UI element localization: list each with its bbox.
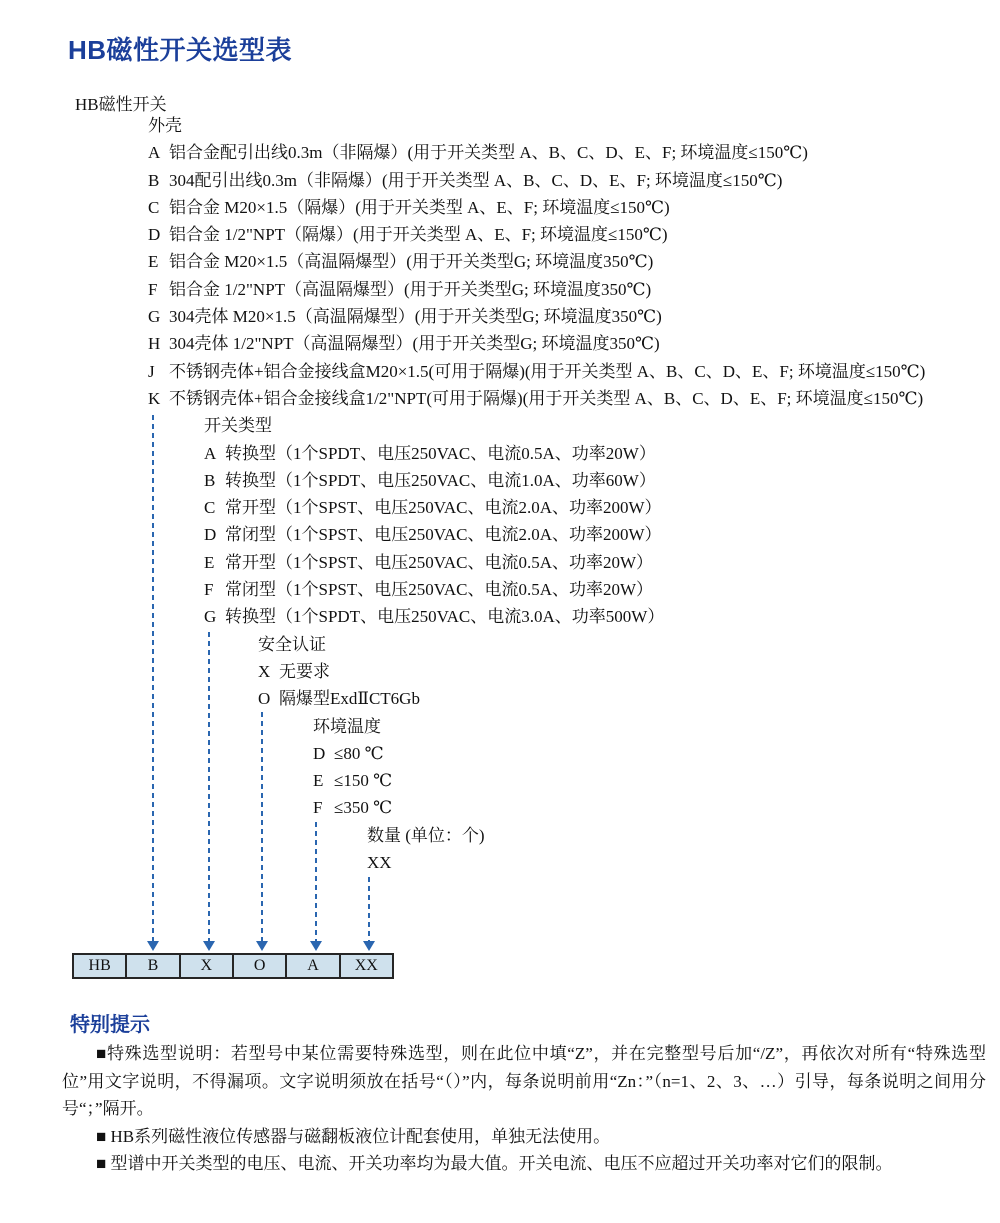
- option-code: A: [148, 143, 161, 163]
- option-text: 铝合金 1/2"NPT（隔爆）(用于开关类型 A、E、F; 环境温度≤150℃): [169, 225, 668, 245]
- notes-section: [62, 1040, 986, 1178]
- option-row: [0, 303, 1000, 330]
- option-row: [0, 658, 1000, 685]
- option-text: 转换型（1个SPDT、电压250VAC、电流3.0A、功率500W）: [225, 607, 665, 627]
- option-row: [0, 276, 1000, 303]
- option-text: 常闭型（1个SPST、电压250VAC、电流2.0A、功率200W）: [225, 525, 662, 545]
- note-item: ■特殊选型说明：若型号中某位需要特殊选型，则在此位中填“Z”，并在完整型号后加“/Z”，再依次对所有“特殊选型位”用文字说明，不得漏项。文字说明须放在括号“（）”内，每条说明前用“Zn：”（n=1、2、3、…）引导，每条说明之间用分号“；”隔开。: [62, 1044, 986, 1118]
- option-code: C: [204, 498, 216, 518]
- option-row: [0, 794, 1000, 821]
- option-text: 隔爆型ExdⅡCT6Gb: [279, 689, 420, 709]
- option-text: 铝合金配引出线0.3m（非隔爆）(用于开关类型 A、B、C、D、E、F; 环境温度≤150℃): [169, 143, 808, 163]
- arrow-down-icon: [310, 941, 322, 951]
- arrow-down-icon: [256, 941, 268, 951]
- option-code: E: [313, 771, 324, 791]
- option-text: ≤350 ℃: [334, 798, 393, 818]
- group-heading-ambient-temp: 环境温度: [313, 716, 381, 736]
- option-code: K: [148, 388, 161, 408]
- note-item: ■ 型谱中开关类型的电压、电流、开关功率均为最大值。开关电流、电压不应超过开关功率对它们的限制。: [96, 1154, 893, 1173]
- option-code: E: [204, 552, 215, 572]
- option-code: F: [313, 798, 323, 818]
- option-text: 无要求: [279, 661, 330, 681]
- model-cell-ambient-temp: A: [285, 955, 338, 977]
- option-text: 304壳体 1/2"NPT（高温隔爆型）(用于开关类型G; 环境温度350℃): [169, 334, 660, 354]
- option-code: X: [258, 661, 271, 681]
- option-row: [0, 767, 1000, 794]
- connector-line-ambient-temp: [315, 822, 317, 941]
- option-row: [0, 221, 1000, 248]
- page-title: HB磁性开关选型表: [68, 35, 293, 65]
- connector-line-certification: [261, 712, 263, 941]
- model-code-table: [72, 953, 394, 979]
- option-row: [0, 685, 1000, 712]
- option-row: [0, 494, 1000, 521]
- option-code: B: [148, 170, 160, 190]
- option-code: A: [204, 443, 217, 463]
- connector-line-switch-type: [208, 632, 210, 941]
- option-row: [0, 740, 1000, 767]
- option-code: E: [148, 252, 159, 272]
- option-code: F: [204, 580, 214, 600]
- arrow-down-icon: [203, 941, 215, 951]
- option-code: D: [204, 525, 217, 545]
- model-cell-prefix: HB: [88, 957, 111, 974]
- option-row: [0, 576, 1000, 603]
- option-text: 转换型（1个SPDT、电压250VAC、电流0.5A、功率20W）: [225, 443, 656, 463]
- option-code: G: [204, 607, 217, 627]
- model-root-label: HB磁性开关: [75, 95, 167, 114]
- option-text: 常开型（1个SPST、电压250VAC、电流2.0A、功率200W）: [225, 498, 662, 518]
- connector-line-shell: [152, 415, 154, 941]
- notes-heading: 特别提示: [70, 1014, 150, 1036]
- option-text: 铝合金 1/2"NPT（高温隔爆型）(用于开关类型G; 环境温度350℃): [169, 279, 652, 299]
- option-text: 铝合金 M20×1.5（隔爆）(用于开关类型 A、E、F; 环境温度≤150℃): [169, 197, 670, 217]
- note-item: ■ HB系列磁性液位传感器与磁翻板液位计配套使用，单独无法使用。: [96, 1126, 611, 1146]
- option-text: 铝合金 M20×1.5（高温隔爆型）(用于开关类型G; 环境温度350℃): [169, 252, 654, 272]
- option-text: 常开型（1个SPST、电压250VAC、电流0.5A、功率20W）: [225, 552, 654, 572]
- option-row: [0, 330, 1000, 357]
- option-row: [0, 194, 1000, 221]
- option-text: 转换型（1个SPDT、电压250VAC、电流1.0A、功率60W）: [225, 470, 656, 490]
- option-code: O: [258, 689, 271, 709]
- group-heading-quantity: 数量 (单位：个): [367, 825, 485, 845]
- option-text: ≤150 ℃: [334, 771, 393, 791]
- option-code: C: [148, 197, 160, 217]
- group-heading-certification: 安全认证: [258, 634, 326, 654]
- option-code: H: [148, 334, 161, 354]
- option-row: [0, 385, 1000, 412]
- model-cell-switch-type: X: [179, 955, 232, 977]
- option-code: F: [148, 279, 158, 299]
- option-code: B: [204, 470, 216, 490]
- model-cell-shell: B: [125, 955, 178, 977]
- model-cell-certification: O: [232, 955, 285, 977]
- selection-tree: [0, 112, 1000, 876]
- option-row: [0, 603, 1000, 630]
- option-text: 常闭型（1个SPST、电压250VAC、电流0.5A、功率20W）: [225, 580, 654, 600]
- option-text: 不锈钢壳体+铝合金接线盒1/2"NPT(可用于隔爆)(用于开关类型 A、B、C、D、E、F; 环境温度≤150℃): [169, 388, 924, 408]
- option-row: [0, 358, 1000, 385]
- option-text: 304壳体 M20×1.5（高温隔爆型）(用于开关类型G; 环境温度350℃): [169, 307, 662, 327]
- option-row: [0, 248, 1000, 275]
- option-code: XX: [367, 853, 392, 873]
- group-heading-shell: 外壳: [148, 116, 182, 135]
- option-row: [0, 849, 1000, 876]
- option-row: [0, 440, 1000, 467]
- arrow-down-icon: [363, 941, 375, 951]
- option-row: [0, 167, 1000, 194]
- option-row: [0, 549, 1000, 576]
- option-code: J: [148, 361, 155, 381]
- option-text: ≤80 ℃: [334, 743, 384, 763]
- option-row: [0, 139, 1000, 166]
- option-text: 304配引出线0.3m（非隔爆）(用于开关类型 A、B、C、D、E、F; 环境温度≤150℃): [169, 170, 783, 190]
- group-heading-switch-type: 开关类型: [204, 416, 272, 436]
- connector-line-quantity: [368, 877, 370, 941]
- option-row: [0, 521, 1000, 548]
- option-row: [0, 467, 1000, 494]
- option-code: D: [313, 743, 326, 763]
- option-text: 不锈钢壳体+铝合金接线盒M20×1.5(可用于隔爆)(用于开关类型 A、B、C、D、E、F; 环境温度≤150℃): [169, 361, 926, 381]
- option-code: D: [148, 225, 161, 245]
- arrow-down-icon: [147, 941, 159, 951]
- model-cell-quantity: XX: [339, 955, 392, 977]
- option-code: G: [148, 307, 161, 327]
